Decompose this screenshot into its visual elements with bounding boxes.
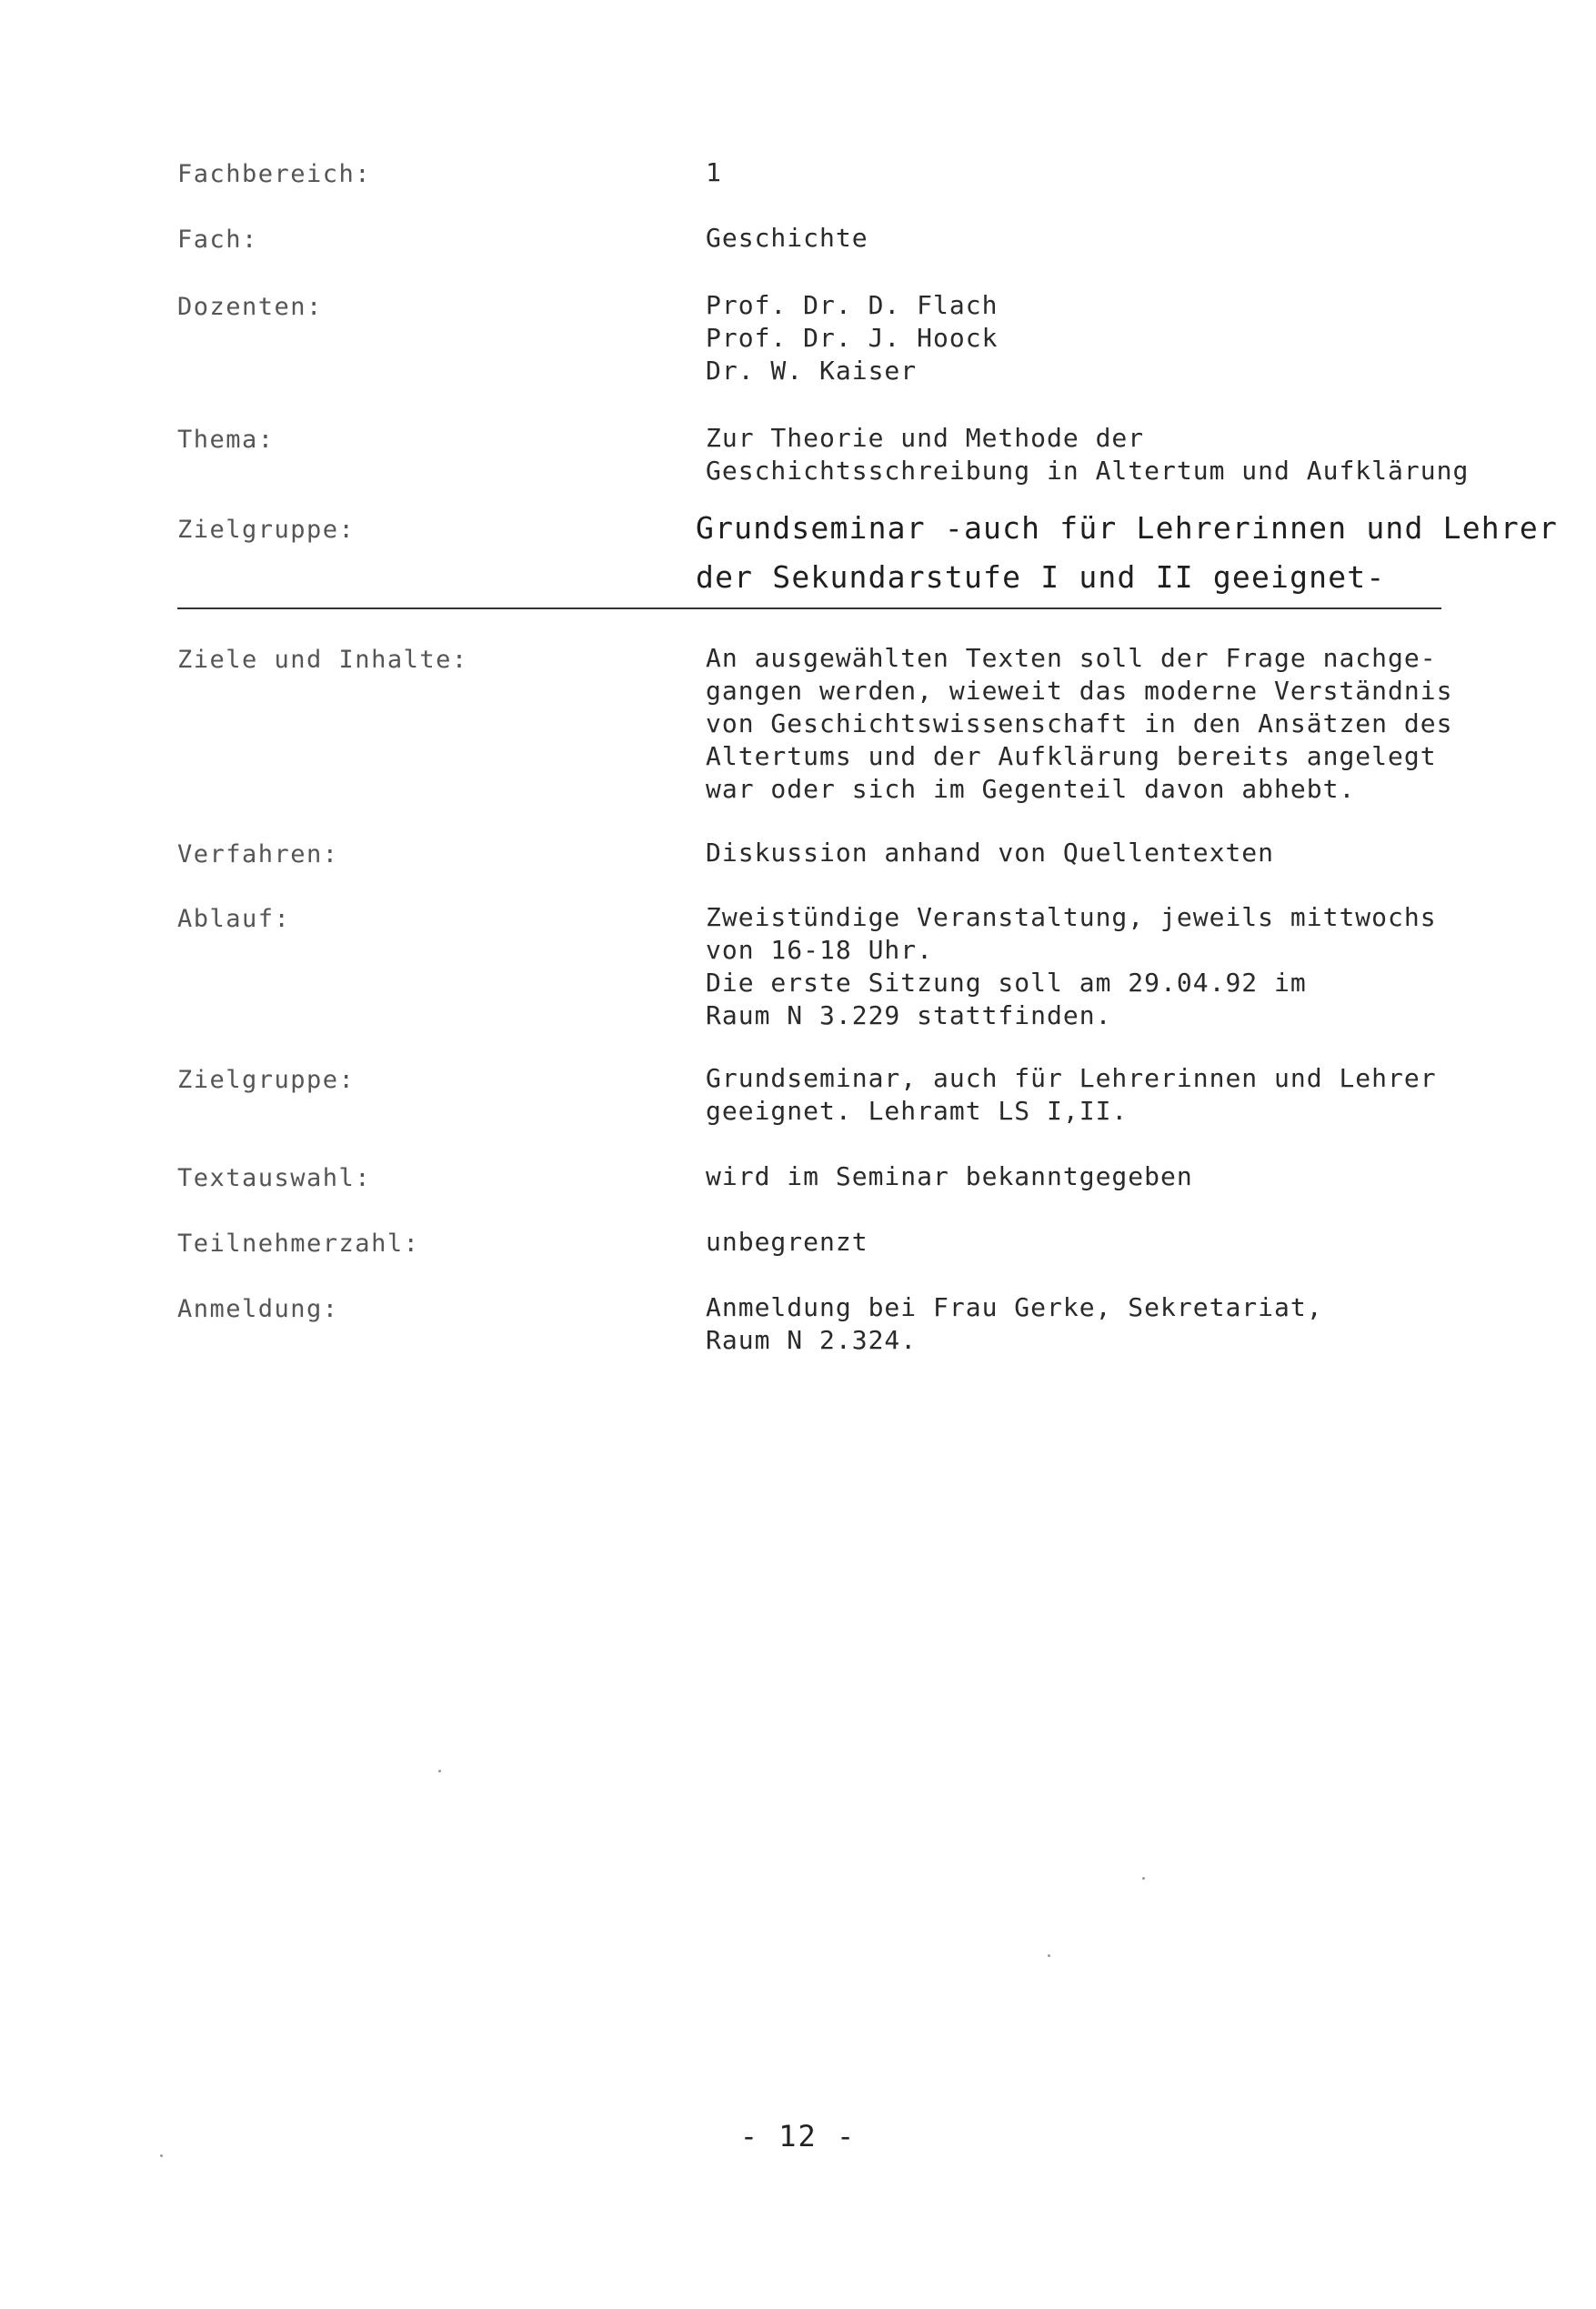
value-line: Dr. W. Kaiser	[706, 356, 918, 386]
value-thema	[706, 422, 1469, 487]
value-line: der Sekundarstufe I und II geeignet-	[696, 559, 1386, 595]
value-line: Grundseminar, auch für Lehrerinnen und Lehrer	[706, 1063, 1437, 1093]
separator-rule	[177, 607, 1441, 609]
value-line: Zweistündige Veranstaltung, jeweils mittwochs	[706, 902, 1437, 932]
value-zielgruppe-highlight	[696, 504, 1558, 602]
value-textauswahl	[706, 1160, 1193, 1193]
value-zielgruppe-2	[706, 1062, 1437, 1128]
value-ziele-inhalte	[706, 642, 1452, 806]
value-line: Geschichtsschreibung in Altertum und Aufklärung	[706, 456, 1470, 486]
value-line: wird im Seminar bekanntgegeben	[706, 1161, 1193, 1191]
value-line: Anmeldung bei Frau Gerke, Sekretariat,	[706, 1292, 1323, 1322]
label-zielgruppe-2: Zielgruppe:	[177, 1066, 356, 1094]
label-verfahren: Verfahren:	[177, 840, 339, 868]
value-line: geeignet. Lehramt LS I,II.	[706, 1096, 1129, 1126]
scan-speck	[160, 2154, 163, 2157]
label-fachbereich: Fachbereich:	[177, 160, 372, 188]
value-line: von 16-18 Uhr.	[706, 935, 934, 965]
label-zielgruppe: Zielgruppe:	[177, 516, 356, 544]
value-line: Zur Theorie und Methode der	[706, 423, 1145, 453]
value-line: Geschichte	[706, 223, 868, 253]
value-anmeldung	[706, 1291, 1323, 1357]
scan-speck	[438, 1770, 441, 1772]
value-ablauf	[706, 901, 1437, 1032]
value-line: Altertums und der Aufklärung bereits angelegt	[706, 741, 1437, 771]
value-line: Prof. Dr. D. Flach	[706, 290, 999, 320]
label-ziele-inhalte: Ziele und Inhalte:	[177, 646, 468, 674]
value-fach	[706, 222, 868, 255]
value-dozenten	[706, 289, 998, 387]
label-dozenten: Dozenten:	[177, 293, 323, 321]
value-line: Raum N 3.229 stattfinden.	[706, 1000, 1112, 1030]
label-textauswahl: Textauswahl:	[177, 1164, 372, 1192]
value-line: Diskussion anhand von Quellentexten	[706, 838, 1275, 868]
value-line: unbegrenzt	[706, 1227, 868, 1257]
label-thema: Thema:	[177, 426, 275, 454]
page-number: - 12 -	[739, 2119, 857, 2153]
label-anmeldung: Anmeldung:	[177, 1295, 339, 1323]
value-line: An ausgewählten Texten soll der Frage nachge-	[706, 643, 1437, 673]
value-line: Raum N 2.324.	[706, 1325, 918, 1355]
scan-speck	[1048, 1954, 1050, 1957]
label-fach: Fach:	[177, 226, 258, 254]
value-line: 1	[706, 157, 722, 187]
scan-speck	[1142, 1877, 1145, 1880]
label-ablauf: Ablauf:	[177, 905, 291, 933]
value-verfahren	[706, 837, 1274, 869]
value-teilnehmerzahl	[706, 1226, 868, 1259]
label-teilnehmerzahl: Teilnehmerzahl:	[177, 1230, 420, 1258]
value-line: Die erste Sitzung soll am 29.04.92 im	[706, 968, 1307, 998]
value-line: von Geschichtswissenschaft in den Ansätzen des	[706, 708, 1453, 738]
value-line: Grundseminar -auch für Lehrerinnen und Lehrer	[696, 510, 1559, 546]
value-line: Prof. Dr. J. Hoock	[706, 323, 999, 353]
value-fachbereich	[706, 156, 722, 189]
value-line: gangen werden, wieweit das moderne Verständnis	[706, 676, 1453, 706]
value-line: war oder sich im Gegenteil davon abhebt.	[706, 774, 1356, 804]
